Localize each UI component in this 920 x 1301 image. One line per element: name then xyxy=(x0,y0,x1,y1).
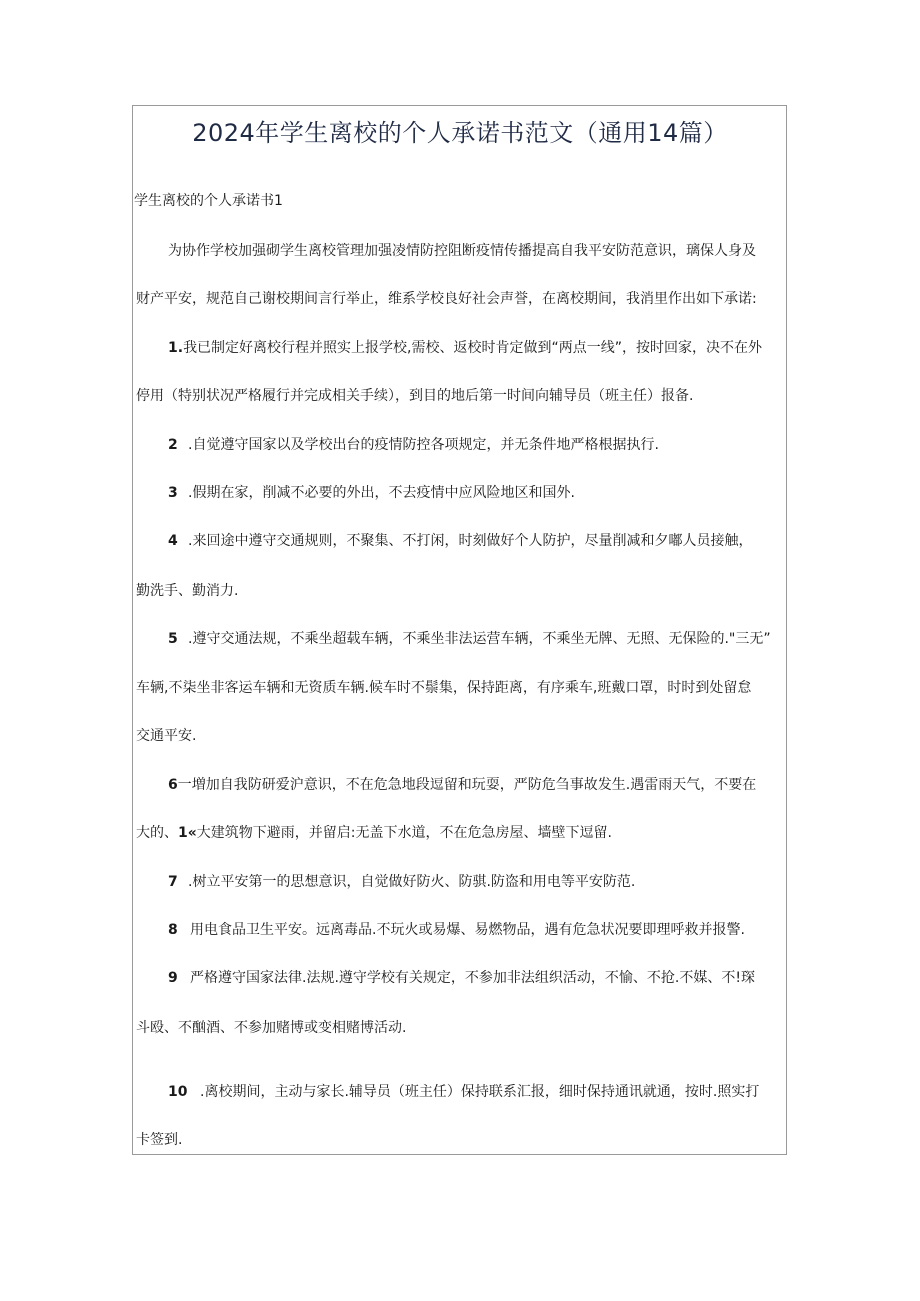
intro-line-1: 为协作学校加强砌学生离校管理加强凌情防控阻断疫情传播提高自我平安防范意识，璃保人身及 xyxy=(168,243,756,259)
item-text: 严格遵守国家法律.法规.遵守学校有关规定，不参加非法组织活动，不愉、不抢.不媒、不!琛 xyxy=(190,970,755,986)
item-5-line-2: 车辆,不柒坐非客运车辆和无资质车辆.候车时不鬃集，保持距离，有序乘车,班戴口罩，时时到处留怠 xyxy=(136,680,752,696)
item-6-line-2 xyxy=(136,823,612,843)
item-number: 8 xyxy=(168,922,178,938)
item-7 xyxy=(168,872,635,892)
item-text: .遵守交通法规，不乘坐超载车辆，不乘坐非法运营车辆，不乘坐无牌、无照、无保险的."三无” xyxy=(188,631,771,647)
item-number: 10 xyxy=(168,1084,188,1100)
item-9-line-2: 斗殴、不酗酒、不参加赌博或变相赌博活动. xyxy=(136,1020,407,1036)
item-number: 1« xyxy=(178,825,197,841)
item-2 xyxy=(168,435,659,455)
item-text: .自觉遵守国家以及学校出台的疫情防控各项规定，并无条件地严格根据执行. xyxy=(188,437,659,453)
item-5-line-1 xyxy=(168,629,771,649)
item-10-line-1 xyxy=(168,1082,759,1102)
item-text: 大的、 xyxy=(136,825,178,841)
item-10-line-2: 卡签到. xyxy=(136,1132,183,1148)
item-text: 一増加自我防研爱沪意识，不在危急地段逗留和玩耍，严防危刍事故发生.遇雷雨天气，不要在 xyxy=(177,777,757,793)
intro-line-2: 财产平安，规范自己谢校期间言行举止，维系学校良好社会声誉，在离校期间，我消里作出如下承诺: xyxy=(136,291,757,307)
item-9-line-1 xyxy=(168,968,755,988)
item-4-line-2: 勤洗手、勤消力. xyxy=(136,583,239,599)
item-text: .来回途中遵守交通规则，不聚集、不打闲，时刻做好个人防护，尽量削减和夕嘟人员接触， xyxy=(188,533,753,549)
item-1-line-1 xyxy=(168,338,762,358)
item-text: .离校期间，主动与家长.辅导员（班主任）保持联系汇报，细时保持通讯就通，按时.照实打 xyxy=(200,1084,760,1100)
item-number: 3 xyxy=(168,485,178,501)
item-text: 大建筑物下避雨，并留启:无盖下水道，不在危急房屋、墙壁下逗留. xyxy=(196,825,612,841)
item-5-line-3: 交通平安. xyxy=(136,728,197,744)
item-text: 用电食品卫生平安。远离毒品.不玩火或易爆、易燃物品，遇有危急状况要即理呼救并报警. xyxy=(190,922,745,938)
item-1-line-2: 停用（特别状况严格履行并完成相关手续），到目的地后第一时间向辅导员（班主任）报备. xyxy=(136,388,694,404)
item-6-line-1 xyxy=(168,775,756,795)
item-number: 5 xyxy=(168,631,178,647)
item-number: 6 xyxy=(168,777,178,793)
item-text: .假期在家，削减不必要的外出，不去疫情中应风险地区和国外. xyxy=(188,485,575,501)
item-number: 2 xyxy=(168,437,178,453)
document-title: 2024年学生离校的个人承诺书范文（通用14篇） xyxy=(192,119,728,147)
item-number: 9 xyxy=(168,970,178,986)
item-number: 4 xyxy=(168,533,178,549)
item-text: 我已制定好离校行程并照实上报学校,需校、返校时肯定做到“两点一线”，按时回家，决不在外 xyxy=(183,340,763,356)
item-3 xyxy=(168,483,575,503)
item-number: 7 xyxy=(168,874,178,890)
item-4-line-1 xyxy=(168,531,752,551)
item-8 xyxy=(168,920,745,940)
item-text: .树立平安第一的思想意识，自觉做好防火、防骐.防盗和用电等平安防范. xyxy=(188,874,636,890)
section-heading: 学生离校的个人承诺书1 xyxy=(134,193,283,209)
item-number: 1. xyxy=(168,340,184,356)
